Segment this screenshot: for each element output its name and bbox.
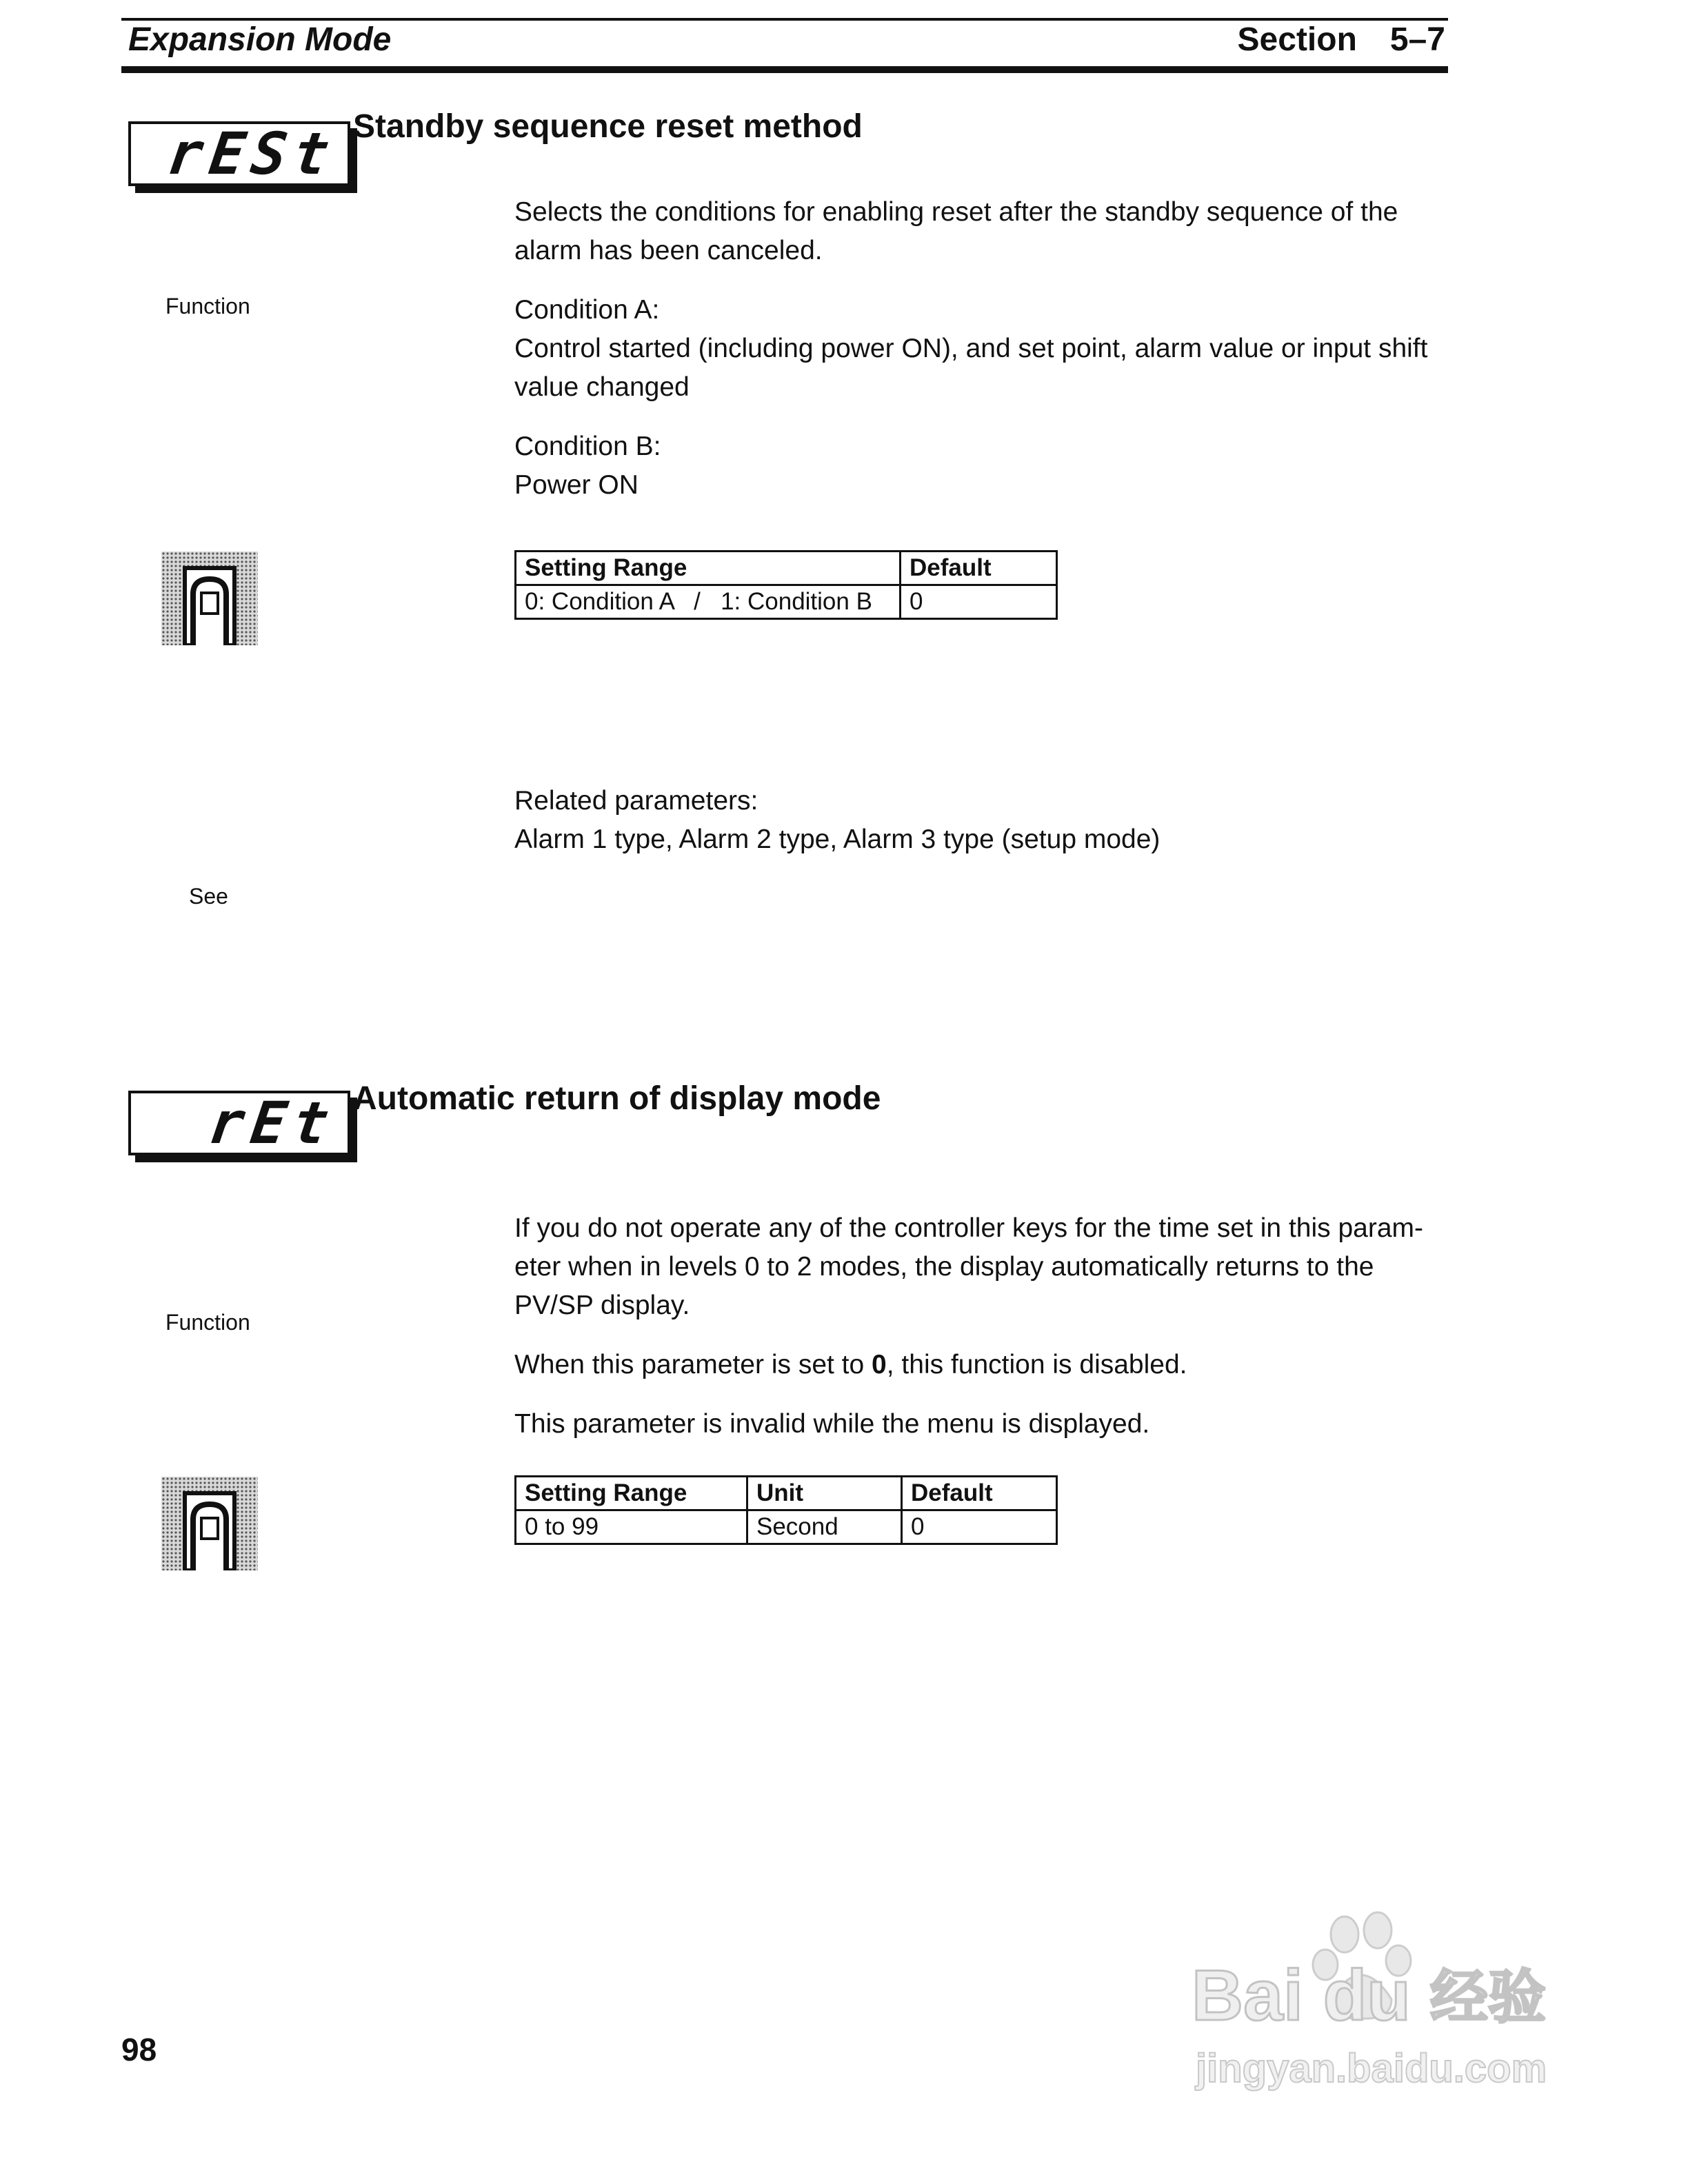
section-label (1238, 21, 1445, 59)
paragraph-bold-value: 0 (872, 1350, 887, 1379)
table-cell: 0 (901, 585, 1057, 619)
section-body (514, 1209, 1438, 1444)
led-display-return (128, 1091, 350, 1155)
section-body (514, 193, 1452, 505)
watermark-url: jingyan.baidu.com (1196, 2046, 1547, 2091)
paragraph (514, 1346, 1438, 1384)
table-header-row (516, 1477, 1057, 1510)
table-cell: Second (747, 1510, 902, 1544)
related-block (514, 782, 1452, 859)
header-bottom-rule (121, 66, 1448, 73)
function-label: Function (165, 1310, 250, 1335)
section-number: 5–7 (1389, 21, 1445, 58)
condition-a-label: Condition A: (514, 295, 660, 325)
table-cell: 0 (902, 1510, 1057, 1544)
paragraph-text: , this function is disabled. (886, 1350, 1187, 1379)
watermark-brand: Bai du (1192, 1956, 1411, 2036)
table-header: Default (901, 552, 1057, 585)
paragraph-text: When this parameter is set to (514, 1350, 872, 1379)
led-display-text: rESt (163, 120, 340, 188)
table-header: Unit (747, 1477, 902, 1510)
table-row (516, 1510, 1057, 1544)
table-row (516, 585, 1057, 619)
setting-level-icon (161, 1477, 258, 1574)
see-label: See (189, 884, 228, 909)
section-title: Standby sequence reset method (353, 108, 863, 145)
page-number: 98 (121, 2032, 157, 2067)
table-header: Setting Range (516, 1477, 747, 1510)
watermark-sub: 经验 (1430, 1963, 1547, 2031)
related-label: Related parameters: (514, 786, 758, 816)
setting-table (514, 550, 1058, 620)
table-cell: 0 to 99 (516, 1510, 747, 1544)
table-cell: 0: Condition A / 1: Condition B (516, 585, 901, 619)
baidu-watermark (1185, 1910, 1571, 2103)
paragraph: If you do not operate any of the controller keys for the time set in this param-eter when in levels 0 to 2 modes, the display automatically returns to the PV/SP display. (514, 1213, 1424, 1320)
led-display-reset (128, 121, 350, 186)
related-text: Alarm 1 type, Alarm 2 type, Alarm 3 type (setup mode) (514, 825, 1160, 854)
section-title: Automatic return of display mode (353, 1080, 881, 1117)
paragraph: This parameter is invalid while the menu is displayed. (514, 1409, 1150, 1439)
section-word: Section (1237, 21, 1357, 58)
led-display-text: rEt (205, 1089, 340, 1157)
function-label: Function (165, 294, 250, 318)
table-header: Default (902, 1477, 1057, 1510)
chapter-title: Expansion Mode (128, 21, 392, 58)
table-header-row (516, 552, 1057, 585)
condition-b-text: Power ON (514, 470, 639, 500)
condition-b-label: Condition B: (514, 432, 661, 461)
condition-a-text: Control started (including power ON), and set point, alarm value or input shift value changed (514, 334, 1428, 402)
setting-level-icon (161, 552, 258, 649)
table-header: Setting Range (516, 552, 901, 585)
setting-table (514, 1475, 1058, 1545)
intro-text: Selects the conditions for enabling reset after the standby sequence of the alarm has been canceled. (514, 197, 1398, 265)
